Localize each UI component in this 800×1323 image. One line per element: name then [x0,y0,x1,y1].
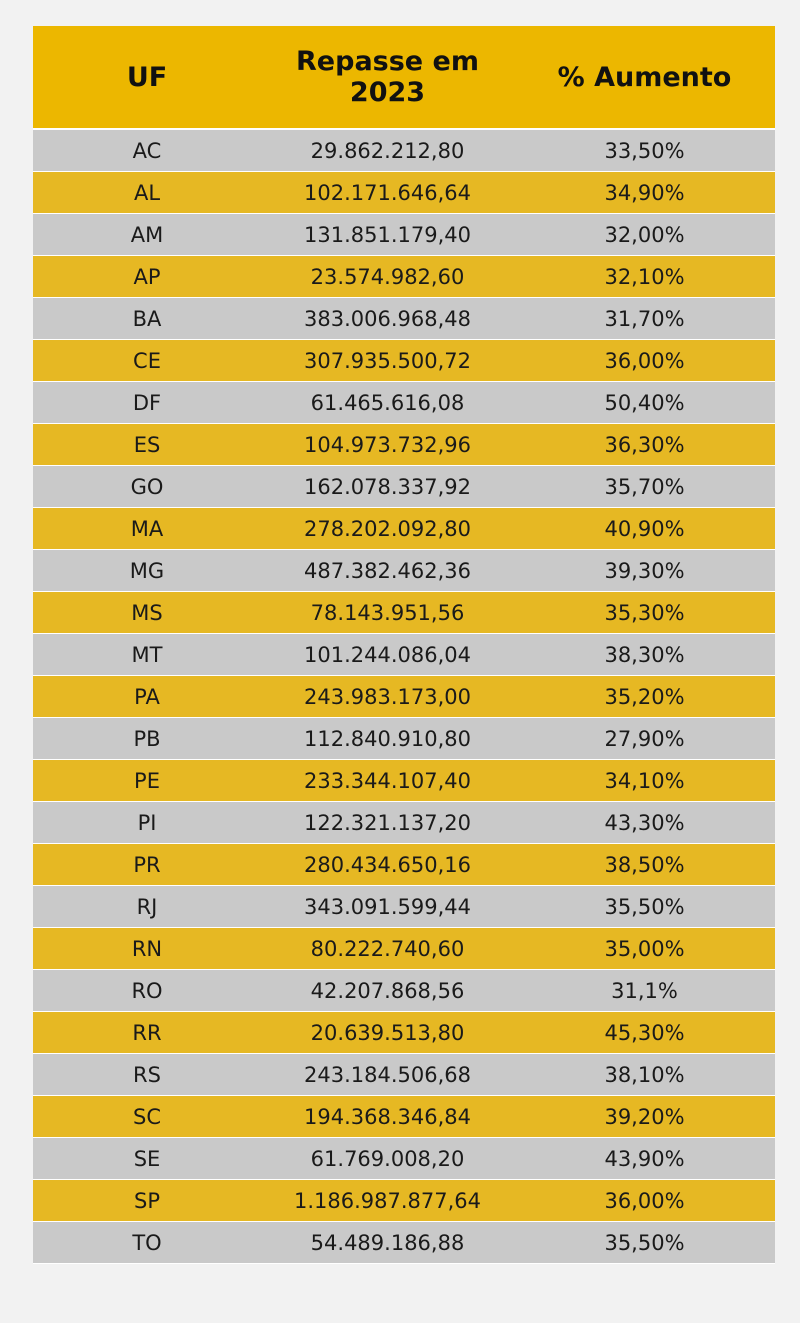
cell-aumento: 39,30% [514,550,775,592]
cell-repasse: 112.840.910,80 [261,718,514,760]
cell-repasse: 54.489.186,88 [261,1222,514,1264]
table-row [33,550,775,592]
table-row [33,886,775,928]
cell-aumento: 40,90% [514,508,775,550]
cell-aumento: 32,00% [514,214,775,256]
cell-aumento: 38,30% [514,634,775,676]
table-row [33,466,775,508]
cell-repasse: 162.078.337,92 [261,466,514,508]
table-row [33,928,775,970]
cell-repasse: 42.207.868,56 [261,970,514,1012]
table-row [33,760,775,802]
cell-repasse: 1.186.987.877,64 [261,1180,514,1222]
cell-repasse: 307.935.500,72 [261,340,514,382]
cell-aumento: 35,20% [514,676,775,718]
cell-uf: CE [33,340,261,382]
cell-uf: AL [33,172,261,214]
cell-uf: PB [33,718,261,760]
cell-aumento: 36,30% [514,424,775,466]
cell-aumento: 39,20% [514,1096,775,1138]
cell-uf: RO [33,970,261,1012]
cell-aumento: 38,50% [514,844,775,886]
cell-aumento: 50,40% [514,382,775,424]
cell-aumento: 36,00% [514,340,775,382]
cell-repasse: 101.244.086,04 [261,634,514,676]
cell-repasse: 61.769.008,20 [261,1138,514,1180]
cell-repasse: 343.091.599,44 [261,886,514,928]
cell-uf: SE [33,1138,261,1180]
cell-uf: PE [33,760,261,802]
table-row [33,508,775,550]
header-aumento: % Aumento [514,26,775,129]
header-repasse-label: Repasse em 2023 [296,46,479,108]
cell-uf: MT [33,634,261,676]
cell-uf: MG [33,550,261,592]
cell-aumento: 31,70% [514,298,775,340]
cell-repasse: 29.862.212,80 [261,129,514,172]
table-row [33,172,775,214]
table-row [33,382,775,424]
cell-uf: GO [33,466,261,508]
table-row [33,129,775,172]
cell-repasse: 104.973.732,96 [261,424,514,466]
cell-repasse: 243.983.173,00 [261,676,514,718]
cell-uf: AC [33,129,261,172]
cell-aumento: 35,00% [514,928,775,970]
table-row [33,592,775,634]
cell-aumento: 35,50% [514,886,775,928]
table-row [33,340,775,382]
cell-repasse: 243.184.506,68 [261,1054,514,1096]
table-row [33,298,775,340]
table-row [33,1012,775,1054]
header-uf: UF [33,26,261,129]
table-row [33,718,775,760]
cell-uf: PA [33,676,261,718]
cell-aumento: 35,30% [514,592,775,634]
cell-aumento: 36,00% [514,1180,775,1222]
cell-repasse: 383.006.968,48 [261,298,514,340]
cell-aumento: 33,50% [514,129,775,172]
header-row [33,26,775,129]
cell-uf: TO [33,1222,261,1264]
cell-uf: SC [33,1096,261,1138]
cell-uf: AM [33,214,261,256]
cell-uf: PR [33,844,261,886]
cell-repasse: 78.143.951,56 [261,592,514,634]
cell-uf: AP [33,256,261,298]
repasse-table [33,26,775,1264]
cell-repasse: 20.639.513,80 [261,1012,514,1054]
table-row [33,676,775,718]
cell-uf: ES [33,424,261,466]
cell-repasse: 278.202.092,80 [261,508,514,550]
cell-uf: SP [33,1180,261,1222]
cell-aumento: 35,50% [514,1222,775,1264]
cell-uf: RN [33,928,261,970]
table-body [33,129,775,1264]
header-repasse [261,26,514,129]
cell-aumento: 35,70% [514,466,775,508]
table-row [33,634,775,676]
cell-repasse: 23.574.982,60 [261,256,514,298]
cell-aumento: 38,10% [514,1054,775,1096]
cell-uf: BA [33,298,261,340]
table-row [33,1054,775,1096]
table-row [33,970,775,1012]
cell-aumento: 31,1% [514,970,775,1012]
cell-repasse: 233.344.107,40 [261,760,514,802]
table-header [33,26,775,129]
table-row [33,1180,775,1222]
cell-repasse: 194.368.346,84 [261,1096,514,1138]
cell-repasse: 61.465.616,08 [261,382,514,424]
cell-aumento: 34,90% [514,172,775,214]
cell-repasse: 80.222.740,60 [261,928,514,970]
cell-repasse: 102.171.646,64 [261,172,514,214]
cell-uf: MA [33,508,261,550]
cell-uf: RS [33,1054,261,1096]
cell-aumento: 27,90% [514,718,775,760]
cell-aumento: 45,30% [514,1012,775,1054]
table-row [33,1096,775,1138]
cell-repasse: 487.382.462,36 [261,550,514,592]
cell-repasse: 122.321.137,20 [261,802,514,844]
table-row [33,1222,775,1264]
table-row [33,1138,775,1180]
table-row [33,424,775,466]
cell-aumento: 32,10% [514,256,775,298]
cell-uf: RJ [33,886,261,928]
cell-uf: DF [33,382,261,424]
data-table-container [33,26,775,1264]
table-row [33,256,775,298]
table-row [33,802,775,844]
cell-uf: RR [33,1012,261,1054]
cell-uf: MS [33,592,261,634]
cell-aumento: 43,90% [514,1138,775,1180]
table-row [33,844,775,886]
cell-repasse: 131.851.179,40 [261,214,514,256]
cell-aumento: 34,10% [514,760,775,802]
cell-repasse: 280.434.650,16 [261,844,514,886]
table-row [33,214,775,256]
cell-uf: PI [33,802,261,844]
cell-aumento: 43,30% [514,802,775,844]
